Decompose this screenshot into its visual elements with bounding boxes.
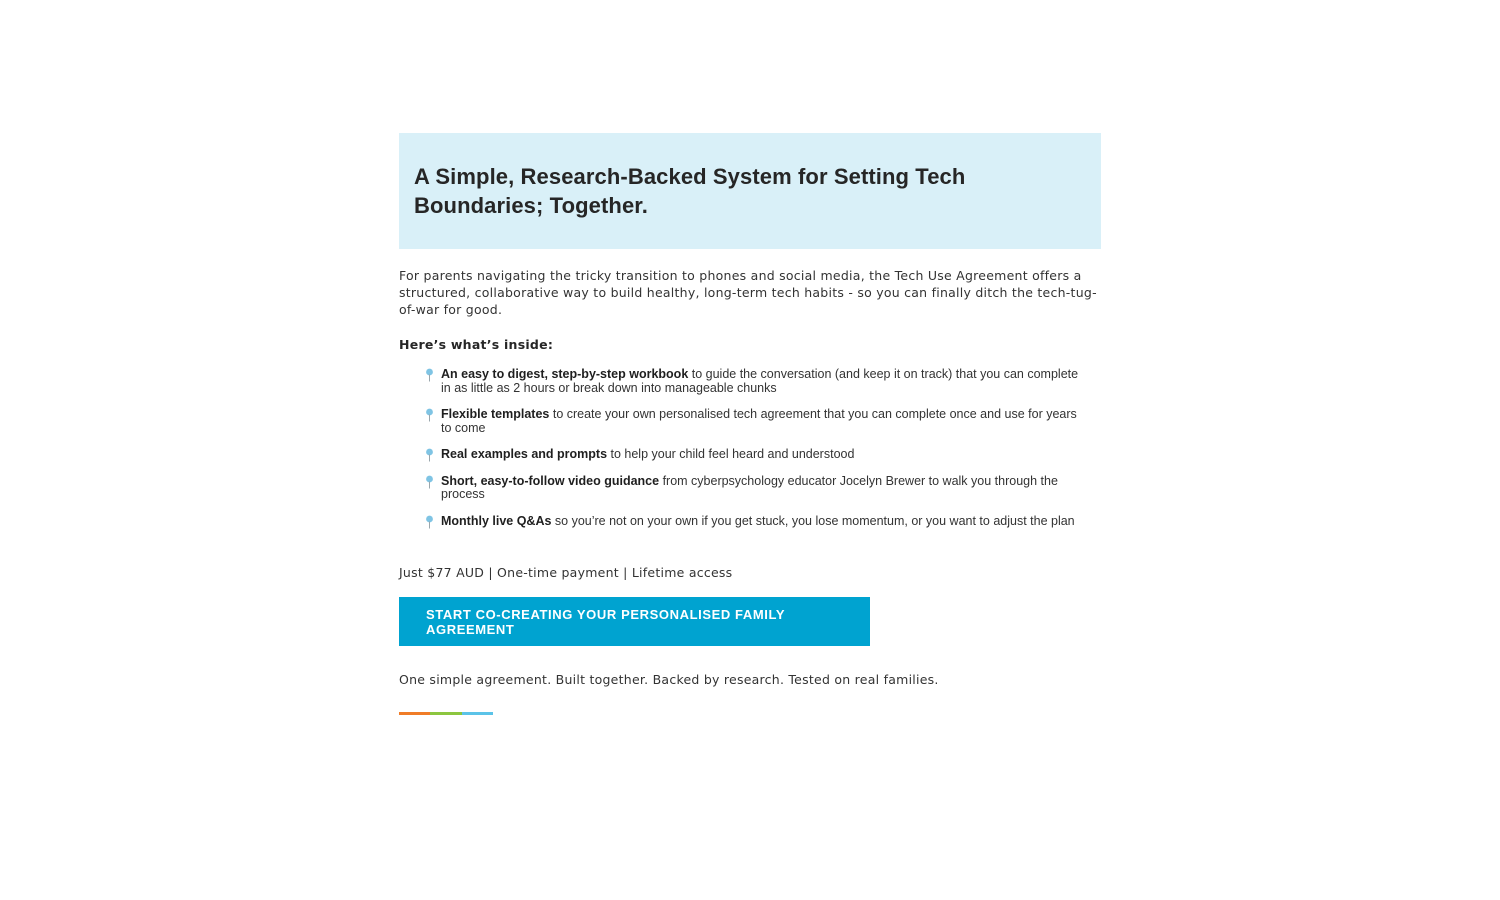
- divider-segment-blue: [462, 712, 493, 715]
- feature-title: Real examples and prompts: [441, 447, 608, 461]
- pin-icon: [425, 368, 434, 382]
- list-item: [425, 515, 1081, 529]
- feature-title: Monthly live Q&As: [441, 513, 552, 528]
- pin-icon: [425, 475, 434, 489]
- pin-icon: [425, 515, 434, 529]
- feature-list: [399, 368, 1101, 528]
- pin-icon: [425, 448, 434, 462]
- list-item: [425, 448, 1081, 462]
- color-divider: [399, 712, 493, 715]
- inside-heading: Here’s what’s inside:: [399, 337, 554, 352]
- feature-text: so you’re not on your own if you get stuck, you lose momentum, or you want to adjust the plan: [551, 513, 1075, 528]
- feature-text: to create your own personalised tech agreement that you can complete once and use for years to come: [441, 407, 1077, 435]
- feature-title: An easy to digest, step-by-step workbook: [441, 367, 689, 381]
- list-item: [425, 475, 1081, 502]
- start-agreement-button[interactable]: START CO-CREATING YOUR PERSONALISED FAMILY AGREEMENT: [399, 597, 870, 646]
- feature-title: Flexible templates: [441, 407, 550, 421]
- feature-title: Short, easy-to-follow video guidance: [441, 473, 660, 488]
- feature-text: to guide the conversation (and keep it on track) that you can complete in as little as 2 hours or break down into manageable chunks: [441, 367, 1079, 395]
- divider-segment-orange: [399, 712, 430, 715]
- intro-paragraph: For parents navigating the tricky transition to phones and social media, the Tech Use Agreement offers a structured, collaborative way to build healthy, long-term tech habits - so you can finally ditch the tech-tug-of-war for good.: [399, 268, 1097, 317]
- feature-text: from cyberpsychology educator Jocelyn Brewer to walk you through the process: [441, 473, 1058, 501]
- list-item: [425, 408, 1081, 435]
- feature-text: to help your child feel heard and understood: [607, 447, 855, 461]
- list-item: [425, 368, 1081, 395]
- hero-banner: [399, 133, 1101, 249]
- pin-icon: [425, 408, 434, 422]
- main-content: [399, 133, 1101, 715]
- divider-segment-green: [430, 712, 461, 715]
- tagline: One simple agreement. Built together. Backed by research. Tested on real families.: [399, 672, 939, 687]
- price-line: Just $77 AUD | One-time payment | Lifetime access: [399, 565, 733, 580]
- page-title: A Simple, Research-Backed System for Setting Tech Boundaries; Together.: [414, 164, 966, 218]
